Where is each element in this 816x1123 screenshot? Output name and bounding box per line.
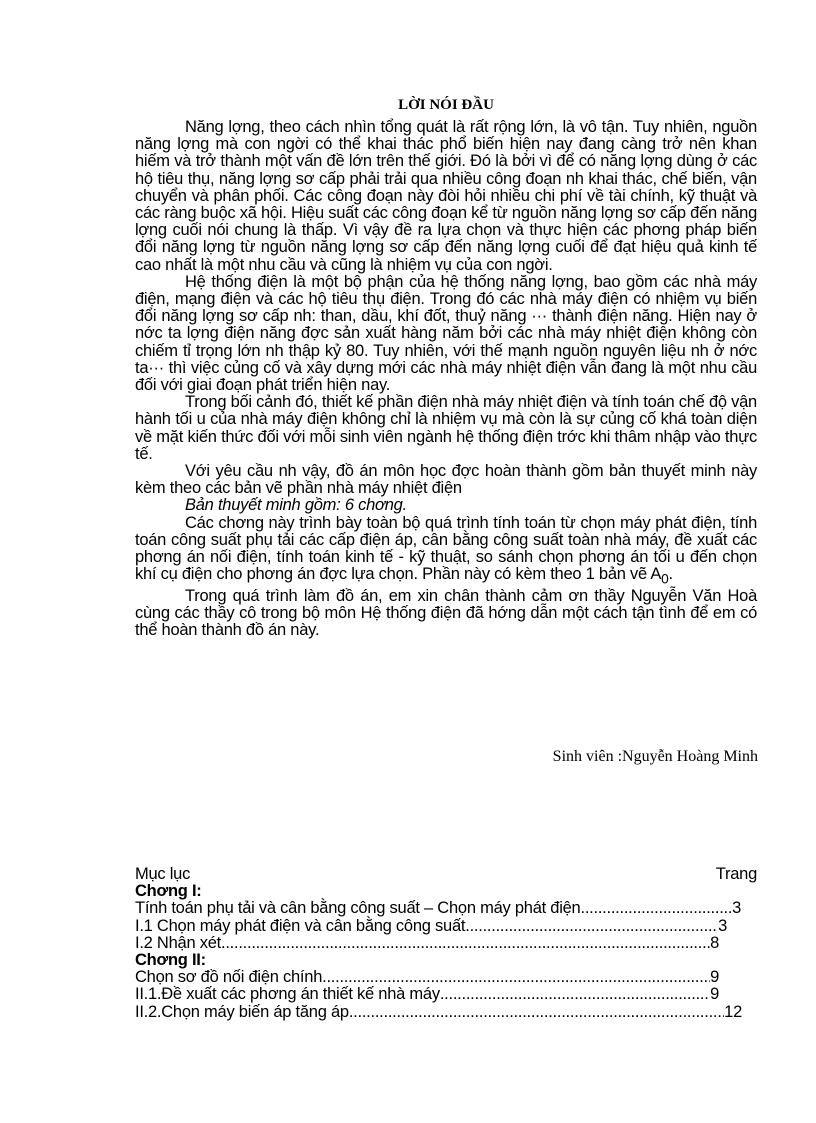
paragraph-thanks: Trong quá trình làm đồ án, em xin chân thành cảm ơn thầy Nguyễn Văn Hoà cùng các thầy cô trong bộ môn Hệ thống điện đã hớng dẫn một cách tận tình để em có thể hoàn thành đồ án này. bbox=[135, 586, 757, 640]
paragraph-power-system: Hệ thống điện là một bộ phận của hệ thống năng lợng, bao gồm các nhà máy điện, mạng điện và các hộ tiêu thụ điện. Trong đó các nhà máy điện có nhiệm vụ biến đổi năng lợng sơ cấp nh: than, dầu, khí đốt, thuỷ năng ··· thành điện năng. Hiện nay ở nớc ta lợng điện năng đợc sản xuất hàng năm bởi các nhà máy nhiệt điện không còn chiếm tỉ trọng lớn nh thập kỷ 80. Tuy nhiên, với thế mạnh nguồn nguyên liệu nh ở nớc ta··· thì việc củng cố và xây dựng mới các nhà máy nhiệt điện vẫn đang là một nhu cầu đối với giai đoạn phát triển hiện nay. bbox=[135, 272, 757, 395]
paragraph-intro: Năng lợng, theo cách nhìn tổng quát là rất rộng lớn, là vô tận. Tuy nhiên, nguồn năng lợng mà con ngời có thể khai thác phổ biến hiện nay đang càng trở nên khan hiếm và trở thành một vấn đề lớn trên thế giới. Đó là bởi vì để có năng lợng dùng ở các hộ tiêu thụ, năng lợng sơ cấp phải trải qua nhiều công đoạn nh khai thác, chế biến, vận chuyển và phân phối. Các công đoạn này đòi hỏi nhiều chi phí về tài chính, kỹ thuật và các ràng buộc xã hội. Hiệu suất các công đoạn kể từ nguồn năng lợng sơ cấp đến năng lợng cuối nói chung là thấp. Vì vậy đề ra lựa chọn và thực hiện các phơng pháp biến đổi năng lợng từ nguồn năng lợng sơ cấp đến năng lợng cuối để đạt hiệu quả kinh tế cao nhất là một nhu cầu và cũng là nhiệm vụ của con ngời. bbox=[135, 118, 757, 274]
toc-header bbox=[135, 866, 757, 883]
toc-entry bbox=[135, 969, 719, 986]
paragraph-chapters bbox=[135, 515, 757, 588]
toc-chapter-1: Chơng I: bbox=[135, 882, 202, 901]
paragraph-context: Trong bối cảnh đó, thiết kế phần điện nhà máy nhiệt điện và tính toán chế độ vận hành tối u của nhà máy điện không chỉ là nhiệm vụ mà còn là sự củng cố khá toàn diện về mặt kiến thức đối với mỗi sinh viên ngành hệ thống điện trớc khi thâm nhập vào thực tế. bbox=[135, 393, 757, 463]
paragraph-chapters-end: . bbox=[668, 565, 673, 584]
toc-entry bbox=[135, 900, 741, 917]
toc-entry-title: I.2 Nhận xét bbox=[135, 933, 221, 952]
signature: Sinh viên :Nguyễn Hoàng Minh bbox=[552, 748, 758, 765]
document-title: LỜI NÓI ĐẦU bbox=[398, 97, 494, 113]
toc-entry-title: I.1 Chọn máy phát điện và cân bằng công suất bbox=[135, 916, 466, 935]
toc-page-heading: Trang bbox=[715, 865, 757, 883]
toc-entry-title: Chọn sơ đồ nối điện chính bbox=[135, 968, 323, 987]
toc-entry bbox=[135, 1004, 742, 1021]
toc-entry-page: 3 bbox=[732, 899, 741, 918]
toc-entry bbox=[135, 986, 719, 1003]
toc-leader bbox=[465, 918, 718, 935]
toc-entry-page: 9 bbox=[710, 968, 719, 987]
toc-heading: Mục lục bbox=[135, 865, 191, 883]
toc-entry-title: II.2.Chọn máy biến áp tăng áp bbox=[135, 1002, 349, 1021]
toc-leader bbox=[440, 986, 710, 1003]
toc-leader bbox=[349, 1004, 724, 1021]
toc-leader bbox=[221, 935, 710, 952]
paragraph-requirements: Với yêu cầu nh vậy, đồ án môn học đợc hoàn thành gồm bản thuyết minh này kèm theo các bản vẽ phần nhà máy nhiệt điện bbox=[135, 462, 757, 498]
toc-entry-title: II.1.Đề xuất các phơng án thiết kế nhà máy bbox=[135, 985, 440, 1004]
toc-chapter-2: Chơng II: bbox=[135, 951, 206, 970]
table-of-contents bbox=[135, 866, 757, 1021]
toc-entry-page: 8 bbox=[710, 933, 719, 952]
paragraph-chapters-text: Các chơng này trình bày toàn bộ quá trình tính toán từ chọn máy phát điện, tính toán công suất phụ tải các cấp điện áp, cân bằng công suất toàn nhà máy, đề xuất các phơng án nối điện, tính toán kinh tế - kỹ thuật, so sánh chọn phơng án tối u đến chọn khí cụ điện cho phơng án đợc lựa chọn. Phần này có kèm theo 1 bản vẽ A bbox=[135, 513, 757, 584]
toc-entry-title: Tính toán phụ tải và cân bằng công suất – Chọn máy phát điện bbox=[135, 899, 581, 918]
toc-entry bbox=[135, 918, 727, 935]
paragraph-chapter-count: Bản thuyết minh gồm: 6 chơng. bbox=[185, 496, 407, 515]
document-body bbox=[135, 119, 757, 639]
toc-entry bbox=[135, 935, 719, 952]
toc-entry-page: 3 bbox=[718, 916, 727, 935]
toc-leader bbox=[581, 900, 733, 917]
toc-entry-page: 12 bbox=[724, 1002, 742, 1021]
toc-entry-page: 9 bbox=[710, 985, 719, 1004]
drawing-size-subscript: 0 bbox=[661, 571, 669, 587]
toc-leader bbox=[322, 969, 710, 986]
